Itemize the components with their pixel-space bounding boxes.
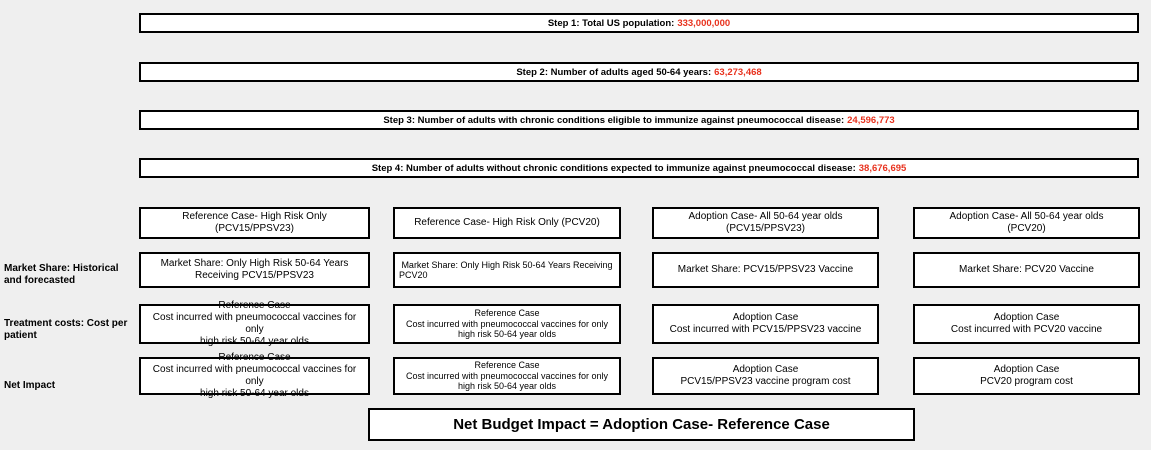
market-share-reference-pcv15 <box>139 252 370 288</box>
header-reference-pcv20 <box>393 207 621 239</box>
cell-line: Cost incurred with pneumococcal vaccines for only <box>152 364 357 387</box>
market-share-reference-pcv20 <box>393 252 621 288</box>
step-4-value: 38,676,695 <box>858 162 907 174</box>
cell-line: Adoption Case <box>993 364 1060 375</box>
step-2-value: 63,273,468 <box>714 66 762 78</box>
step-3-box <box>139 110 1139 130</box>
market-share-adoption-pcv15 <box>652 252 879 288</box>
treatment-cost-reference-pcv20 <box>393 304 621 344</box>
cell-line: PCV15/PPSV23 vaccine program cost <box>680 376 851 387</box>
row-label-treatment-costs: Treatment costs: Cost per patient <box>4 318 128 341</box>
header-line: Adoption Case- All 50-64 year olds <box>949 211 1104 222</box>
cell-line: PCV20 <box>399 270 428 280</box>
cell-line: Receiving PCV15/PPSV23 <box>195 270 314 281</box>
cell-line: Market Share: Only High Risk 50-64 Years Receiving <box>401 259 613 270</box>
net-impact-adoption-pcv15 <box>652 357 879 395</box>
treatment-cost-adoption-pcv20 <box>913 304 1140 344</box>
cell-line: Market Share: Only High Risk 50-64 Years <box>160 258 349 269</box>
cell-line: PCV20 program cost <box>980 376 1073 387</box>
cell-line: high risk 50-64 year olds <box>200 336 309 347</box>
cell-line: high risk 50-64 year olds <box>457 329 557 340</box>
header-line: (PCV20) <box>1007 223 1046 234</box>
cell-line: Reference Case <box>218 300 291 311</box>
cell-line: Market Share: PCV20 Vaccine <box>959 264 1094 275</box>
header-line: Adoption Case- All 50-64 year olds <box>688 211 843 222</box>
step-1-box <box>139 13 1139 33</box>
step-2-label: Step 2: Number of adults aged 50-64 years: <box>516 66 712 78</box>
row-label-market-share: Market Share: Historical and forecasted <box>4 263 119 286</box>
step-3-label: Step 3: Number of adults with chronic conditions eligible to immunize against pneumococcal disease: <box>383 114 845 126</box>
step-4-label: Step 4: Number of adults without chronic conditions expected to immunize against pneumococcal disease: <box>371 162 856 174</box>
header-adoption-pcv15 <box>652 207 879 239</box>
cell-line: Cost incurred with PCV15/PPSV23 vaccine <box>669 324 862 335</box>
cell-line: Reference Case <box>218 352 291 363</box>
cell-line: Adoption Case <box>732 312 799 323</box>
header-reference-pcv15 <box>139 207 370 239</box>
header-adoption-pcv20 <box>913 207 1140 239</box>
header-line: Reference Case- High Risk Only (PCV20) <box>414 217 600 228</box>
cell-line: high risk 50-64 year olds <box>200 388 309 399</box>
cell-line: Adoption Case <box>993 312 1060 323</box>
step-4-box <box>139 158 1139 178</box>
net-impact-adoption-pcv20 <box>913 357 1140 395</box>
net-budget-impact-text: Net Budget Impact = Adoption Case- Reference Case <box>453 416 830 433</box>
cell-line: Cost incurred with pneumococcal vaccines for only <box>405 370 609 381</box>
cell-line: Cost incurred with pneumococcal vaccines for only <box>152 312 357 335</box>
step-2-box <box>139 62 1139 82</box>
cell-line: Market Share: PCV15/PPSV23 Vaccine <box>677 264 854 275</box>
cell-line: Cost incurred with PCV20 vaccine <box>950 324 1103 335</box>
header-line: (PCV15/PPSV23) <box>726 223 805 234</box>
cell-line: Reference Case <box>474 360 540 371</box>
market-share-adoption-pcv20 <box>913 252 1140 288</box>
header-line: Reference Case- High Risk Only (PCV15/PPSV23) <box>182 211 327 234</box>
net-budget-impact-box <box>368 408 915 441</box>
cell-line: Cost incurred with pneumococcal vaccines for only <box>405 318 609 329</box>
row-label-net-impact: Net Impact <box>4 380 56 391</box>
step-1-value: 333,000,000 <box>677 17 731 29</box>
net-impact-reference-pcv20 <box>393 357 621 395</box>
cell-line: Adoption Case <box>732 364 799 375</box>
cell-line: high risk 50-64 year olds <box>457 381 557 392</box>
treatment-cost-reference-pcv15 <box>139 300 370 347</box>
net-impact-reference-pcv15 <box>139 352 370 399</box>
step-1-label: Step 1: Total US population: <box>547 17 675 29</box>
step-3-value: 24,596,773 <box>847 114 895 126</box>
cell-line: Reference Case <box>474 308 540 319</box>
treatment-cost-adoption-pcv15 <box>652 304 879 344</box>
